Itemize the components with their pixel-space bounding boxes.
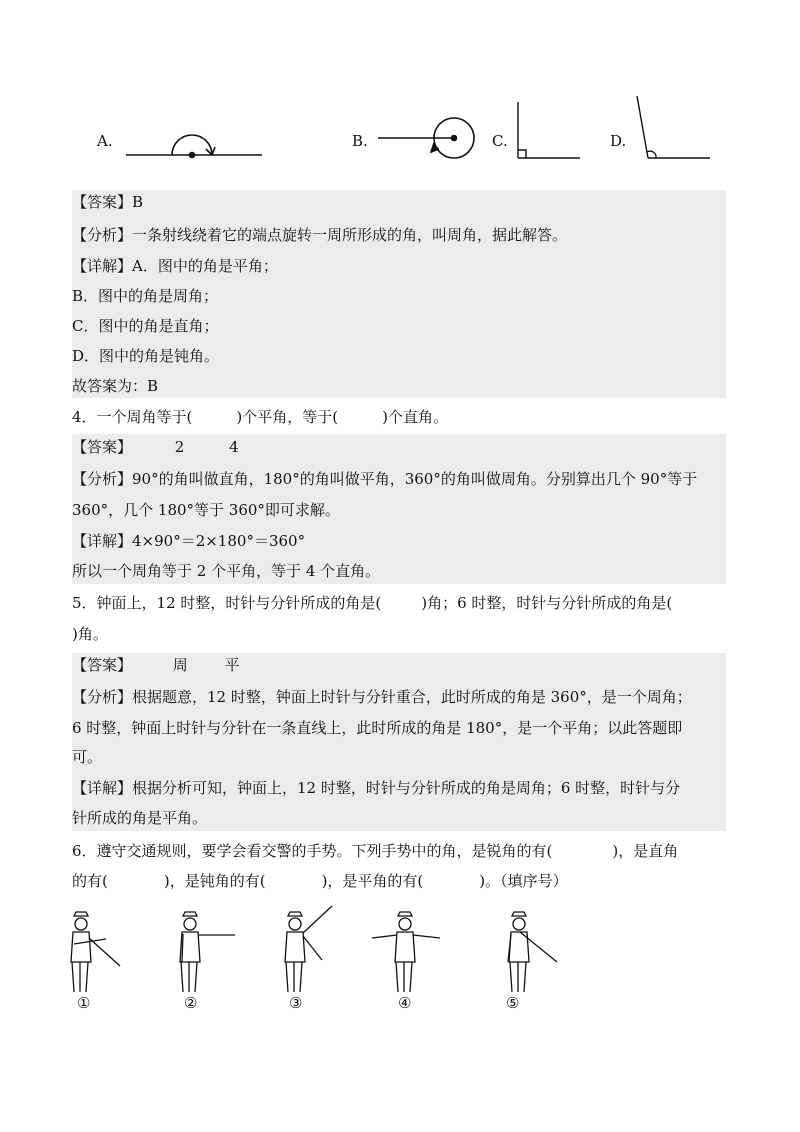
- q5-analysis: 可。: [72, 748, 103, 766]
- police-pose-4: [372, 912, 440, 992]
- q5-question-part: )角；6 时整，时针与分针所成的角是(: [421, 594, 673, 612]
- q6-question-part: )。（填序号）: [479, 872, 568, 890]
- q3-detail-line: 【详解】A．图中的角是平角；: [72, 257, 278, 275]
- police-pose-3: [285, 906, 332, 992]
- police-pose-2: [180, 912, 235, 992]
- q4-analysis: 【分析】90°的角叫做直角，180°的角叫做平角，360°的角叫做周角。分别算出几个 90°等于: [72, 470, 698, 488]
- pose-number: ⑤: [506, 994, 520, 1012]
- q4-question-part: )个平角，等于(: [236, 408, 339, 426]
- q6-question-part: )，是平角的有(: [321, 872, 424, 890]
- option-d-label: D.: [610, 132, 627, 150]
- pose-number: ④: [398, 994, 412, 1012]
- q6-question-part: )，是钝角的有(: [163, 872, 266, 890]
- q3-answer: 【答案】B: [72, 193, 144, 211]
- police-pose-5: [508, 912, 557, 992]
- q3-detail-line: D．图中的角是钝角。: [72, 347, 220, 365]
- q5-question-part: 5．钟面上，12 时整，时针与分针所成的角是(: [72, 594, 382, 612]
- q6-question-part: )，是直角: [612, 842, 679, 860]
- answer-value: 平: [224, 656, 240, 674]
- option-b-label: B.: [352, 132, 368, 150]
- q5-detail: 针所成的角是平角。: [72, 809, 208, 827]
- pose-number: ③: [289, 994, 303, 1012]
- answer-value: 4: [229, 438, 239, 456]
- answer-label: 【答案】: [72, 656, 133, 674]
- q6-question-part: 6．遵守交通规则，要学会看交警的手势。下列手势中的角，是锐角的有(: [72, 842, 553, 860]
- q3-analysis: 【分析】一条射线绕着它的端点旋转一周所形成的角，叫周角，据此解答。: [72, 226, 568, 244]
- answer-value: 周: [172, 656, 188, 674]
- q3-detail-line: B．图中的角是周角；: [72, 287, 219, 305]
- q5-question: )角。: [72, 625, 108, 643]
- q4-analysis: 360°，几个 180°等于 360°即可求解。: [72, 501, 340, 519]
- option-a-label: A.: [97, 132, 113, 150]
- answer-label: 【答案】: [72, 438, 133, 456]
- answer-value: 2: [174, 438, 185, 456]
- q4-question-part: 4．一个周角等于(: [72, 408, 193, 426]
- q5-detail: 【详解】根据分析可知，钟面上，12 时整，时针与分针所成的角是周角；6 时整，时针与分: [72, 779, 681, 797]
- q5-analysis: 【分析】根据题意，12 时整，钟面上时针与分针重合，此时所成的角是 360°，是一个周角；: [72, 688, 692, 706]
- q4-detail: 所以一个周角等于 2 个平角，等于 4 个直角。: [72, 562, 381, 580]
- option-c-label: C.: [492, 132, 508, 150]
- q3-detail-line: 故答案为：B: [72, 377, 159, 395]
- q4-detail: 【详解】4×90°＝2×180°＝360°: [72, 532, 306, 550]
- police-pose-1: [71, 912, 120, 992]
- q6-question-part: 的有(: [72, 872, 108, 890]
- pose-number: ②: [184, 994, 198, 1012]
- q3-detail-line: C．图中的角是直角；: [72, 317, 219, 335]
- q4-question-part: )个直角。: [382, 408, 448, 426]
- q5-analysis: 6 时整，钟面上时针与分针在一条直线上，此时所成的角是 180°，是一个平角；以此答题即: [72, 719, 683, 737]
- pose-number: ①: [77, 994, 91, 1012]
